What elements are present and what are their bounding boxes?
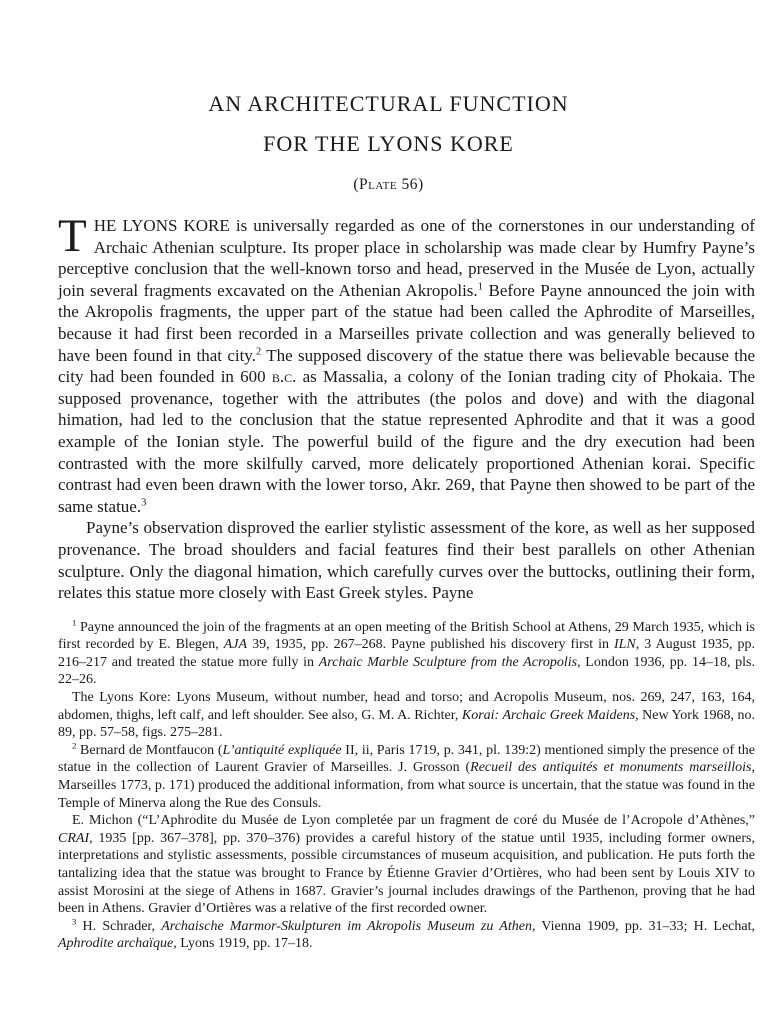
footnote-1-paragraph-2: The Lyons Kore: Lyons Museum, without number, head and torso; and Acropolis Museum, nos. 269, 247, 163, 164, abdomen, thighs, left calf, and left shoulder. See also, G. M. A. Richter, Korai: Archaic Greek Maidens, New York 1968, no. 89, pp. 57–58, figs. 275–281. — [58, 690, 755, 741]
article-header — [0, 0, 777, 194]
footnote-2-paragraph-2: E. Michon (“L’Aphrodite du Musée de Lyon completée par un fragment de coré du Musée de l’Acropole d’Athènes,” CRAI, 1935 [pp. 367–378], pp. 370–376) provides a careful history of the statue until 1935, including former owners, interpretations and stylistic assessments, possible circumstances of museum acquisition, and publication. He puts forth the tantalizing idea that the statue was brought to France by Étienne Gravier d’Ortières, who had been sent by Louis XIV to assist Morosini at the siege of Athens in 1687. Gravier’s journal includes drawings of the Parthenon, proving that he had been in Athens. Gravier d’Ortières was a relative of the first recorded owner. — [58, 813, 755, 917]
plate-reference: (Plate 56) — [353, 176, 424, 193]
footnote-1-paragraph-1: $^1$ Payne announced the join of the fragments at an open meeting of the British School at Athens, 29 March 1935, which is first recorded by E. Blegen, AJA 39, 1935, pp. 267–268. Payne published his discovery first in ILN, 3 August 1935, pp. 216–217 and treated the statue more fully in Archaic Marble Sculpture from the Acropolis, London 1936, pp. 14–18, pls. 22–26. — [58, 617, 755, 688]
paragraph-1 — [58, 210, 756, 517]
title-line-2: FOR THE LYONS KORE — [263, 131, 514, 156]
title-line-1: AN ARCHITECTURAL FUNCTION — [208, 91, 569, 116]
article-body — [0, 210, 777, 604]
footnotes-section — [0, 619, 777, 953]
drop-cap: T — [58, 210, 87, 262]
paragraph-1-text: HE LYONS KORE is universally regarded as one of the cornerstones in our understanding of Archaic Athenian sculpture. Its proper place in scholarship was made clear by Humfry Payne’s perceptive conclusion that the well-known torso and head, preserved in the Musée de Lyon, actually join several fragments excavated on the Athenian Akropolis.$^1$ Before Payne announced the join with the Akropolis fragments, the upper part of the statue had been called the Aphrodite of Marseilles, because it had first been recorded in a Marseilles private collection and was generally believed to have been found in that city.$^2$ The supposed discovery of the statue there was believable because the city had been founded in 600 b.c. as Massalia, a colony of the Ionian trading city of Phokaia. The supposed provenance, together with the attributes (the polos and dove) and with the diagonal himation, had led to the conclusion that the statue represented Aphrodite and that it was a good example of the Ionian style. The powerful build of the figure and the dry execution had been contrasted with the more skilfully carved, more delicately proportioned Athenian korai. Specific contrast had even been drawn with the lower torso, Akr. 269, that Payne then showed to be part of the same statue.$^3$ — [58, 216, 756, 516]
article-title — [0, 84, 777, 164]
paragraph-2: Payne’s observation disproved the earlier stylistic assessment of the kore, as well as her supposed provenance. The broad shoulders and facial features find their best parallels on other Athenian sculpture. Only the diagonal himation, which carefully curves over the buttocks, outlining their form, relates this statue more closely with East Greek styles. Payne — [58, 518, 755, 603]
footnote-2-paragraph-1: $^2$ Bernard de Montfaucon (L’antiquité expliquée II, ii, Paris 1719, p. 341, pl. 139:2) mentioned simply the presence of the statue in the collection of Laurent Gravier of Marseilles. J. Grosson (Recueil des antiquités et monuments marseillois, Marseilles 1773, p. 171) produced the additional information, from what source is uncertain, that the statue was found in the Temple of Minerva along the Rue des Consuls. — [58, 740, 755, 811]
footnote-3-paragraph-1: $^3$ H. Schrader, Archaische Marmor-Skulpturen im Akropolis Museum zu Athen, Vienna 1909, pp. 31–33; H. Lechat, Aphrodite archaïque, Lyons 1919, pp. 17–18. — [58, 916, 755, 952]
